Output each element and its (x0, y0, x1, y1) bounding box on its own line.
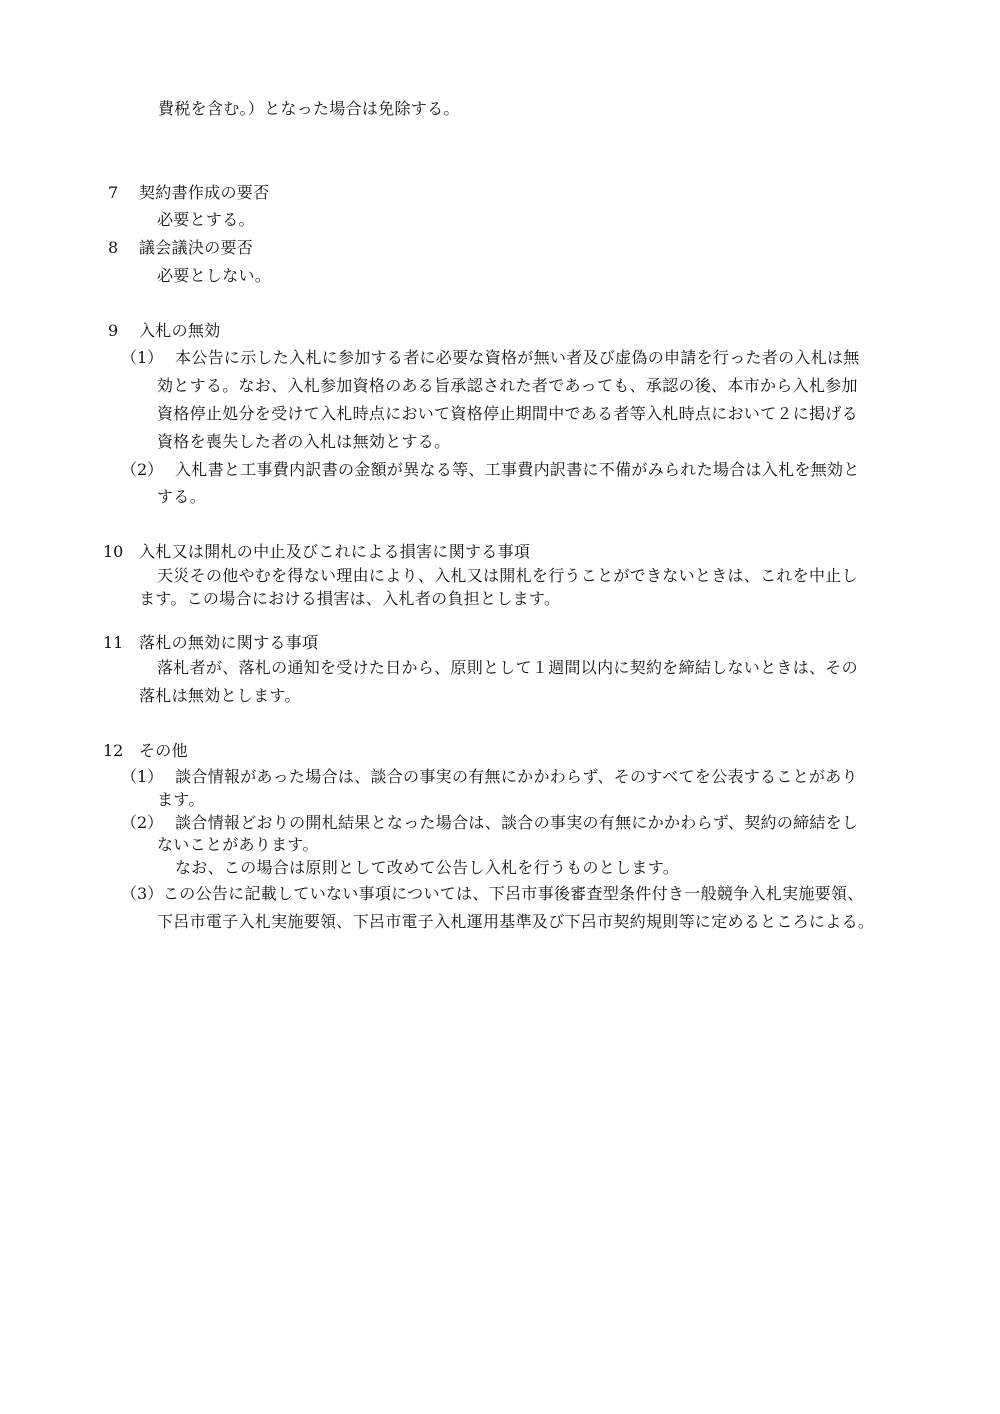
section-8-body: 必要としない。 (157, 266, 272, 285)
section-9-item-1-line-3: 資格停止処分を受けて入札時点において資格停止期間中である者等入札時点において２に掲げる (157, 404, 858, 423)
section-8-title: 議会議決の要否 (139, 238, 254, 257)
section-9-item-1-line-2: 効とする。なお、入札参加資格のある旨承認された者であっても、承認の後、本市から入札参加 (157, 376, 858, 395)
section-12-item-2-mark: （2） (121, 813, 164, 832)
section-9-item-1-line-4: 資格を喪失した者の入札は無効とする。 (157, 432, 451, 451)
section-9-number: 9 (108, 321, 119, 340)
section-10-line-1: 天災その他やむを得ない理由により、入札又は開札を行うことができないときは、これを中止し (157, 566, 858, 585)
section-9-item-2-line-2: する。 (157, 487, 206, 506)
section-9-item-2-mark: （2） (121, 460, 164, 479)
section-11-line-2: 落札は無効とします。 (139, 686, 301, 705)
section-12-item-3-mark: （3） (121, 884, 164, 903)
section-12-item-1-mark: （1） (121, 767, 164, 786)
section-12-title: その他 (139, 741, 188, 760)
section-9-title: 入札の無効 (139, 321, 221, 340)
section-12-item-3-line-1: この公告に記載していない事項については、下呂市事後審査型条件付き一般競争入札実施要領、 (163, 884, 864, 903)
section-7-number: 7 (108, 183, 119, 202)
section-10-title: 入札又は開札の中止及びこれによる損害に関する事項 (139, 542, 531, 561)
section-10-number: 10 (103, 542, 124, 561)
section-12-item-2-line-2: ないことがあります。 (157, 835, 319, 854)
section-9-item-1-mark: （1） (121, 348, 164, 367)
section-7-body: 必要とする。 (157, 210, 255, 229)
continuation-text: 費税を含む。）となった場合は免除する。 (158, 99, 460, 118)
section-12-item-2-line-3: なお、この場合は原則として改めて公告し入札を行うものとします。 (175, 858, 680, 877)
section-10-line-2: ます。この場合における損害は、入札者の負担とします。 (139, 589, 561, 608)
section-7-title: 契約書作成の要否 (139, 183, 270, 202)
section-12-item-2-line-1: 談合情報どおりの開札結果となった場合は、談合の事実の有無にかかわらず、契約の締結をし (175, 813, 859, 832)
section-12-item-3-line-2: 下呂市電子入札実施要領、下呂市電子入札運用基準及び下呂市契約規則等に定めるところによる。 (157, 912, 875, 931)
section-12-number: 12 (103, 741, 124, 760)
section-9-item-1-line-1: 本公告に示した入札に参加する者に必要な資格が無い者及び虚偽の申請を行った者の入札は無 (175, 348, 860, 367)
section-11-line-1: 落札者が、落札の通知を受けた日から、原則として１週間以内に契約を締結しないときは、その (157, 658, 858, 677)
section-11-title: 落札の無効に関する事項 (139, 633, 319, 652)
section-8-number: 8 (108, 238, 119, 257)
section-9-item-2-line-1: 入札書と工事費内訳書の金額が異なる等、工事費内訳書に不備がみられた場合は入札を無効と (175, 460, 860, 479)
section-11-number: 11 (103, 633, 124, 652)
section-12-item-1-line-2: ます。 (157, 790, 205, 809)
section-12-item-1-line-1: 談合情報があった場合は、談合の事実の有無にかかわらず、そのすべてを公表することがあり (175, 767, 858, 786)
